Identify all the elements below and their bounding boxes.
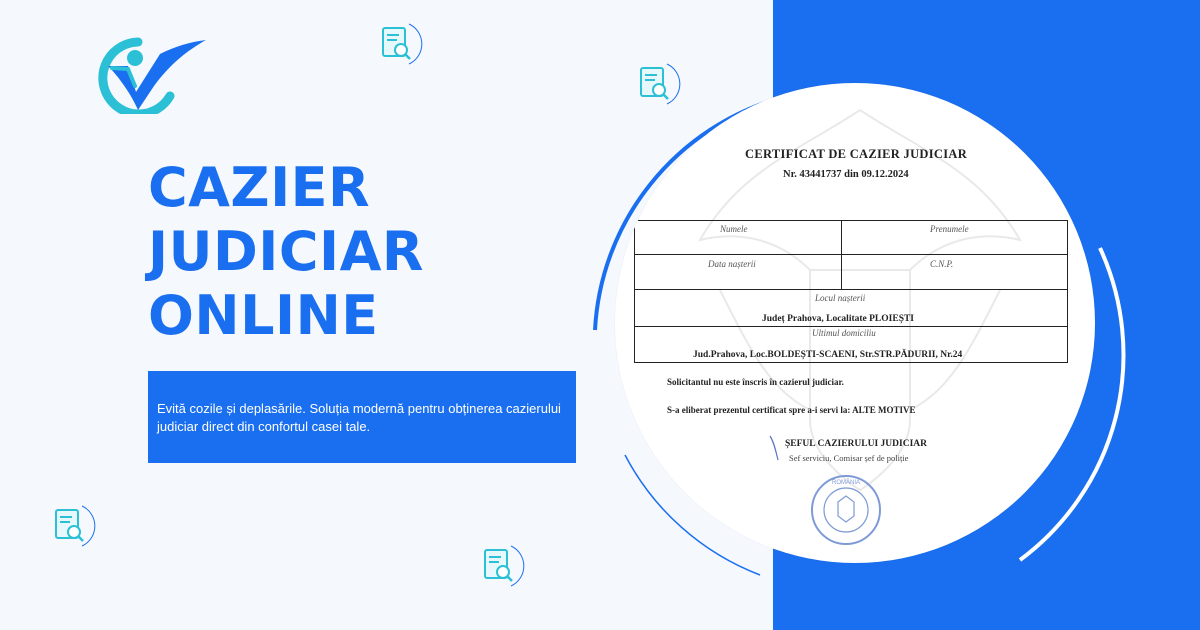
hero-title-line: CAZIER [148,156,371,219]
label-cnp: C.N.P. [930,259,954,269]
certificate-preview [615,83,1095,563]
signature-mark [768,432,788,462]
certificate-title: CERTIFICAT DE CAZIER JUDICIAR [745,147,968,161]
table-border [841,220,842,289]
official-stamp [810,474,882,546]
label-locul-nasterii: Locul nașterii [815,293,866,303]
certificate-statement: Solicitantul nu este înscris în cazierul judiciar. [667,377,844,387]
value-ultimul-domiciliu: Jud.Prahova, Loc.BOLDEȘTI-SCAENI, Str.STR.PĂDURII, Nr.24 [693,350,963,360]
certificate-number: Nr. 43441737 din 09.12.2024 [783,169,909,180]
table-border [634,362,1068,363]
label-ultimul-domiciliu: Ultimul domiciliu [812,328,876,338]
certificate-purpose: S-a eliberat prezentul certificat spre a-i servi la: ALTE MOTIVE [667,405,916,415]
hero-title-line: JUDICIAR [148,220,424,283]
label-prenumele: Prenumele [930,224,969,234]
label-data-nasterii: Data nașterii [708,259,756,269]
stamp-text: ROMÂNIA [831,480,861,486]
description-text: Evită cozile și deplasările. Soluția modernă pentru obținerea cazierului judiciar direct din confortul casei tale. [157,401,561,434]
signer-title: ȘEFUL CAZIERULUI JUDICIAR [785,439,927,449]
table-border [634,289,1068,290]
table-border [634,326,1068,327]
signer-rank: Sef serviciu, Comisar șef de poliție [789,453,909,463]
label-numele: Numele [720,224,748,234]
value-locul-nasterii: Județ Prahova, Localitate PLOIEȘTI [762,314,915,324]
table-border [634,220,635,362]
table-border [634,254,1068,255]
table-border [1067,220,1068,362]
hero-title-line: ONLINE [148,284,379,347]
table-border [634,220,1068,221]
